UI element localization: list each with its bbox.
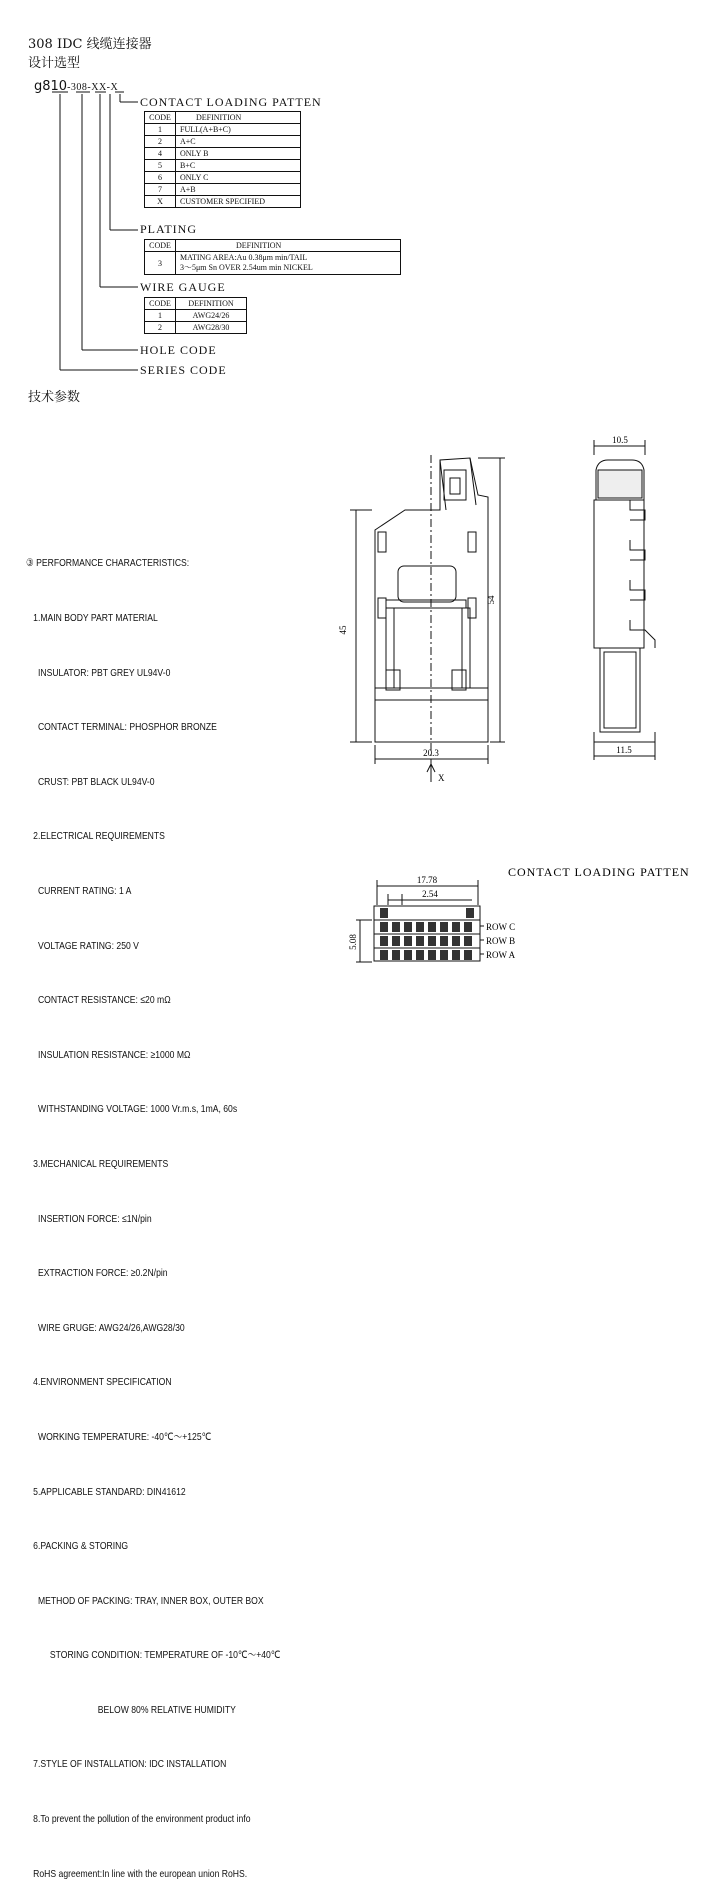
- row-c-label: ROW C: [486, 922, 516, 932]
- table-header-cell: CODE: [145, 240, 176, 252]
- table-cell: 7: [145, 184, 176, 196]
- table-cell: 5: [145, 160, 176, 172]
- plating-line-1: MATING AREA:Au 0.38μm min/TAIL: [180, 253, 308, 262]
- contact-loading-label: CONTACT LOADING PATTEN: [140, 95, 322, 109]
- perf-line: WIRE GRUGE: AWG24/26,AWG28/30: [26, 1321, 185, 1334]
- side-view: [594, 440, 655, 760]
- technical-parameters-heading: 技术参数: [28, 390, 81, 405]
- table-cell: ONLY B: [176, 148, 301, 160]
- series-code-label: SERIES CODE: [140, 363, 227, 377]
- table-cell: 1: [145, 124, 176, 136]
- table-cell: ONLY C: [176, 172, 301, 184]
- perf-line: INSULATION RESISTANCE: ≥1000 MΩ: [26, 1048, 191, 1061]
- table-cell: CUSTOMER SPECIFIED: [176, 196, 301, 208]
- perf-line: 8.To prevent the pollution of the environment product info: [26, 1813, 251, 1826]
- table-header-cell: DEFINITION: [176, 112, 301, 124]
- dim-pattern-total: 17.78: [416, 875, 438, 885]
- table-cell: A+C: [176, 136, 301, 148]
- front-view: [350, 455, 505, 782]
- pattern-label: CONTACT LOADING PATTEN: [508, 865, 690, 879]
- perf-line: 1.MAIN BODY PART MATERIAL: [26, 612, 158, 624]
- perf-line: EXTRACTION FORCE: ≥0.2N/pin: [26, 1267, 168, 1280]
- perf-line: CURRENT RATING: 1 A: [26, 884, 132, 897]
- plating-label: PLATING: [140, 222, 197, 236]
- dim-side-top: 10.5: [612, 435, 628, 445]
- table-cell: 6: [145, 172, 176, 184]
- plating-line-2: 3～5μm Sn OVER 2.54um min NICKEL: [180, 263, 313, 272]
- perf-line: 4.ENVIRONMENT SPECIFICATION: [26, 1376, 172, 1389]
- perf-line: 2.ELECTRICAL REQUIREMENTS: [26, 830, 165, 843]
- perf-line: BELOW 80% RELATIVE HUMIDITY: [26, 1703, 236, 1716]
- perf-line: ③ PERFORMANCE CHARACTERISTICS:: [26, 557, 190, 570]
- table-cell: AWG28/30: [176, 322, 247, 334]
- table-cell: AWG24/26: [176, 310, 247, 322]
- table-cell: B+C: [176, 160, 301, 172]
- dim-side-bottom: 11.5: [616, 745, 632, 755]
- dim-height-body: 45: [338, 625, 348, 635]
- perf-line: 5.APPLICABLE STANDARD: DIN41612: [26, 1485, 186, 1498]
- table-cell: 4: [145, 148, 176, 160]
- row-a-label: ROW A: [486, 950, 516, 960]
- perf-line: WITHSTANDING VOLTAGE: 1000 Vr.m.s, 1mA, 60s: [26, 1103, 238, 1116]
- page-title: 308 IDC 线缆连接器: [28, 37, 152, 52]
- perf-line: 6.PACKING & STORING: [26, 1540, 129, 1553]
- hole-code-label: HOLE CODE: [140, 343, 217, 357]
- perf-line: STORING CONDITION: TEMPERATURE OF -10℃～+40℃: [26, 1649, 281, 1662]
- table-header-cell: DEFINITION: [176, 240, 401, 252]
- table-cell: 3: [145, 252, 176, 275]
- dim-pattern-pitch: 2.54: [422, 889, 438, 899]
- perf-line: INSERTION FORCE: ≤1N/pin: [26, 1212, 152, 1225]
- perf-line: VOLTAGE RATING: 250 V: [26, 939, 139, 952]
- table-cell: 1: [145, 310, 176, 322]
- pattern-view: [356, 880, 484, 962]
- table-cell: 2: [145, 136, 176, 148]
- table-header-cell: DEFINITION: [176, 298, 247, 310]
- perf-line: 3.MECHANICAL REQUIREMENTS: [26, 1157, 169, 1170]
- table-header-cell: CODE: [145, 298, 176, 310]
- table-cell: X: [145, 196, 176, 208]
- table-cell: FULL(A+B+C): [176, 124, 301, 136]
- table-cell: A+B: [176, 184, 301, 196]
- row-b-label: ROW B: [486, 936, 516, 946]
- table-cell: 2: [145, 322, 176, 334]
- perf-line: CONTACT TERMINAL: PHOSPHOR BRONZE: [26, 721, 217, 734]
- perf-line: INSULATOR: PBT GREY UL94V-0: [26, 666, 171, 679]
- wire-gauge-label: WIRE GAUGE: [140, 280, 226, 294]
- dim-pattern-height: 5.08: [348, 934, 358, 950]
- perf-line: METHOD OF PACKING: TRAY, INNER BOX, OUTER BOX: [26, 1594, 264, 1607]
- arrow-label: X: [438, 773, 445, 783]
- dim-height-total: 54: [486, 595, 496, 605]
- part-code-suffix: -308-XX-X: [67, 82, 119, 93]
- perf-line: WORKING TEMPERATURE: -40℃～+125℃: [26, 1430, 212, 1443]
- perf-line: RoHS agreement:In line with the european union RoHS.: [26, 1867, 248, 1880]
- perf-line: CONTACT RESISTANCE: ≤20 mΩ: [26, 994, 171, 1007]
- table-header-cell: CODE: [145, 112, 176, 124]
- dim-width-front: 20.3: [423, 748, 439, 758]
- perf-line: CRUST: PBT BLACK UL94V-0: [26, 775, 155, 788]
- design-selection-heading: 设计选型: [28, 56, 81, 71]
- part-code-prefix: g810: [34, 79, 68, 94]
- perf-line: 7.STYLE OF INSTALLATION: IDC INSTALLATION: [26, 1758, 227, 1771]
